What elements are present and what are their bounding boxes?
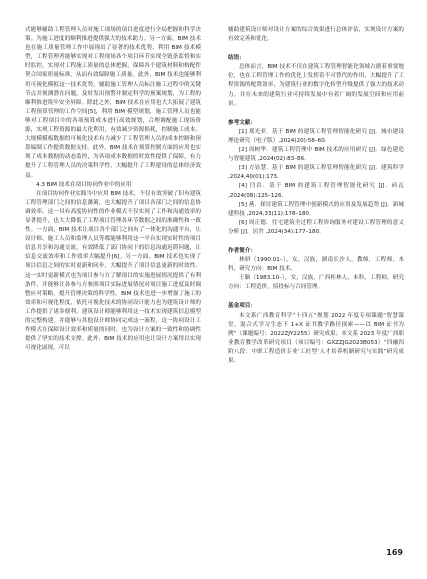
left-column xyxy=(25,26,201,353)
references-heading: 参考文献： xyxy=(228,119,256,126)
body-paragraph: 辅助建筑设计师对设计方案的综合效果进行总体评估，实现设计方案的有效完善和优化。 xyxy=(228,27,404,43)
body-paragraph: 式能够辅助工程管理人员对施工现场的项目进度进行全局把握和科学决策。为施工进度的顺利推进提供强大的技术助力。另一方面，BIM 技术也在施工质量管理工作中展现出了显著的技术优势，利用 BIM 技术模型，工程管理者能够实现对工程现场各个项目环节实现全链条监督和实时监控，实现对工程施工质量的总体把握，保障各个建筑材料和构配件契合国家质量标准，从而有效保障施工质量。此外，BIM 技术也能够利用可视化模拟这一技术优势，辅助施工管理人员标注施工过程中的关键节点并预测潜在问题，及时发出预警并制定科学的预案规划，为工程的顺利推进筑牢安全屏障。除此之外，BIM 技术在应用也大大拓展了建筑工程预算管理的工作空间[5]，利用 BIM 模型规划，施工管理人员也能够对工程项目中的各项预算成本进行高效规划，合理调配施工现场资源，实现工程资源的最大化利用，有效减少资源损耗，控制施工成本。大规模模板数据的可视化技术有力减少了工程管理人员的成本控制和预算编制工作提供数据支持。此外，BIM 技术在预算控制方面的应用也实现了成本数据的动态监控，为各项成本数据的时效性提供了保障，有力提升了工程管理人员的决策科学性，大幅提升了工程建设的总体经济效益。 xyxy=(25,27,201,179)
conclusion-heading: 结语： xyxy=(228,55,245,62)
author-intro-heading: 作者简介： xyxy=(228,247,256,254)
reference-item: [1] 郑光亚．基于 BIM 的建筑工程管理智能化研究 [J]．城市建设理论研究（电子版）,2024(20):58–60. xyxy=(228,128,404,144)
reference-item: [3] 方显慧．基于 BIM 的建筑工程管理智能化研究 [J]．建筑科学 ,2024,40(01):173. xyxy=(228,165,404,181)
section-heading-4-3: 4.3 BIM 技术在项目协同作业中的应用 xyxy=(36,181,132,188)
fund-project-text: 本文系广西教育科学“十四五”规划 2022 年度专项课题“智慧课堂，混合式学习生态下 1+X 证书教学路径探索——以 BIM 证书为例”（课题编号：2022ZJY2255）研究成果；本文系 2023 年度广西职业教育教学改革研究项目（项目编号：GXZZJG2023B053）“四融四阶八段：中职工程造价专业‘工匠型’人才培养机制研究与实践”研究成果。 xyxy=(228,312,404,364)
reference-item: [4] 闫岩．基于 BIM 的建筑工程管理智能化研究 [J]．砖瓦 ,2024(08):125–126. xyxy=(228,183,404,199)
body-paragraph: 在项目协同作业实践当中应用 BIM 技术，不仅有效突破了旧有建筑工程管理部门之间的信息藩篱，也大幅提升了项目各部门之间的信息协调效率。这一具有高度协同性的作业模式不仅实现了工作和沟通效率的显著提升，也大大降低了工程项目管理各环节数据之间的准确性和一致性。一方面，BIM 技术让项目各个部门之间有了一体化的沟通平台，让设计师、施工人员和监理人员等都能够利用这一平台实现实时性的项目信息共享和沟通交流，有效降低了部门协同下的信息沟通迟滞问题，让信息交流效率和工作效率大幅提升[6]。另一方面，BIM 技术也实现了项目信息之间的实时更新和同步，大幅提升了项目信息更新的时效性。这一实时更新模式也为项目参与方了解项目的实施进展情况提供了有利条件，并能够让各参与方参照项目实际进展情况对项目施工进度及时调整应对策略，提升管理决策的科学性。BIM 技术也进一步增强了施工的效率和可视化程度，依托可视化技术的协同设计能力也为建筑设计师的工作提供了诸多便利。建筑设计师能够利用这一技术实现建筑信息模型的完整构建，并能够与其他设计师协同完成这一流程，这一协同设计工作模式在保障设计效率和质量的同时，也为设计方案的一致性和协调性提供了坚实的技术支撑。此外，BIM 技术的应用也让设计方案得以实现可视化展现，可以 xyxy=(25,190,201,352)
author-item: 王颖（1983.10–），女，汉族，广西桂林人，本科，工程师，研究方向：工程造价，招投标与合同管理。 xyxy=(228,275,404,291)
reference-item: [5] 燕．探讨建筑工程管理中创新模式的应用及发展趋势 [J]．新城建科技 ,2024,33(11):178–180. xyxy=(228,201,404,217)
reference-item: [6] 周正德．住宅建筑全过程工程咨询服务对建设工程管理的意义分析 [J]．居舍 ,2024(34):177–180. xyxy=(228,219,404,235)
reference-item: [2] 周树华．建筑工程管理中 BIM 技术的应用研究 [J]．绿色建造与智能建筑 ,2024(02):83–86. xyxy=(228,147,404,163)
right-column xyxy=(228,26,404,366)
page-number: 169 xyxy=(386,548,403,557)
fund-project-heading: 基金项目： xyxy=(228,303,256,310)
author-item: 林妍（1990.01–），女，汉族，湖南长沙人，教师，工程师，本科，研究方向：BIM 技术。 xyxy=(228,257,404,273)
conclusion-text: 总体而言，BIM 技术不仅在建筑工程管理智能化领域占据着重要地位，也在工程管理工作的优化上发挥着不可替代的作用，大幅提升了工程资源的配置效率，为建筑行业的数字化转型升级提供了强大的技术动力。并在未来的建筑行业可持续发展中有着广阔的发展空间和应用前景。 xyxy=(228,64,404,107)
